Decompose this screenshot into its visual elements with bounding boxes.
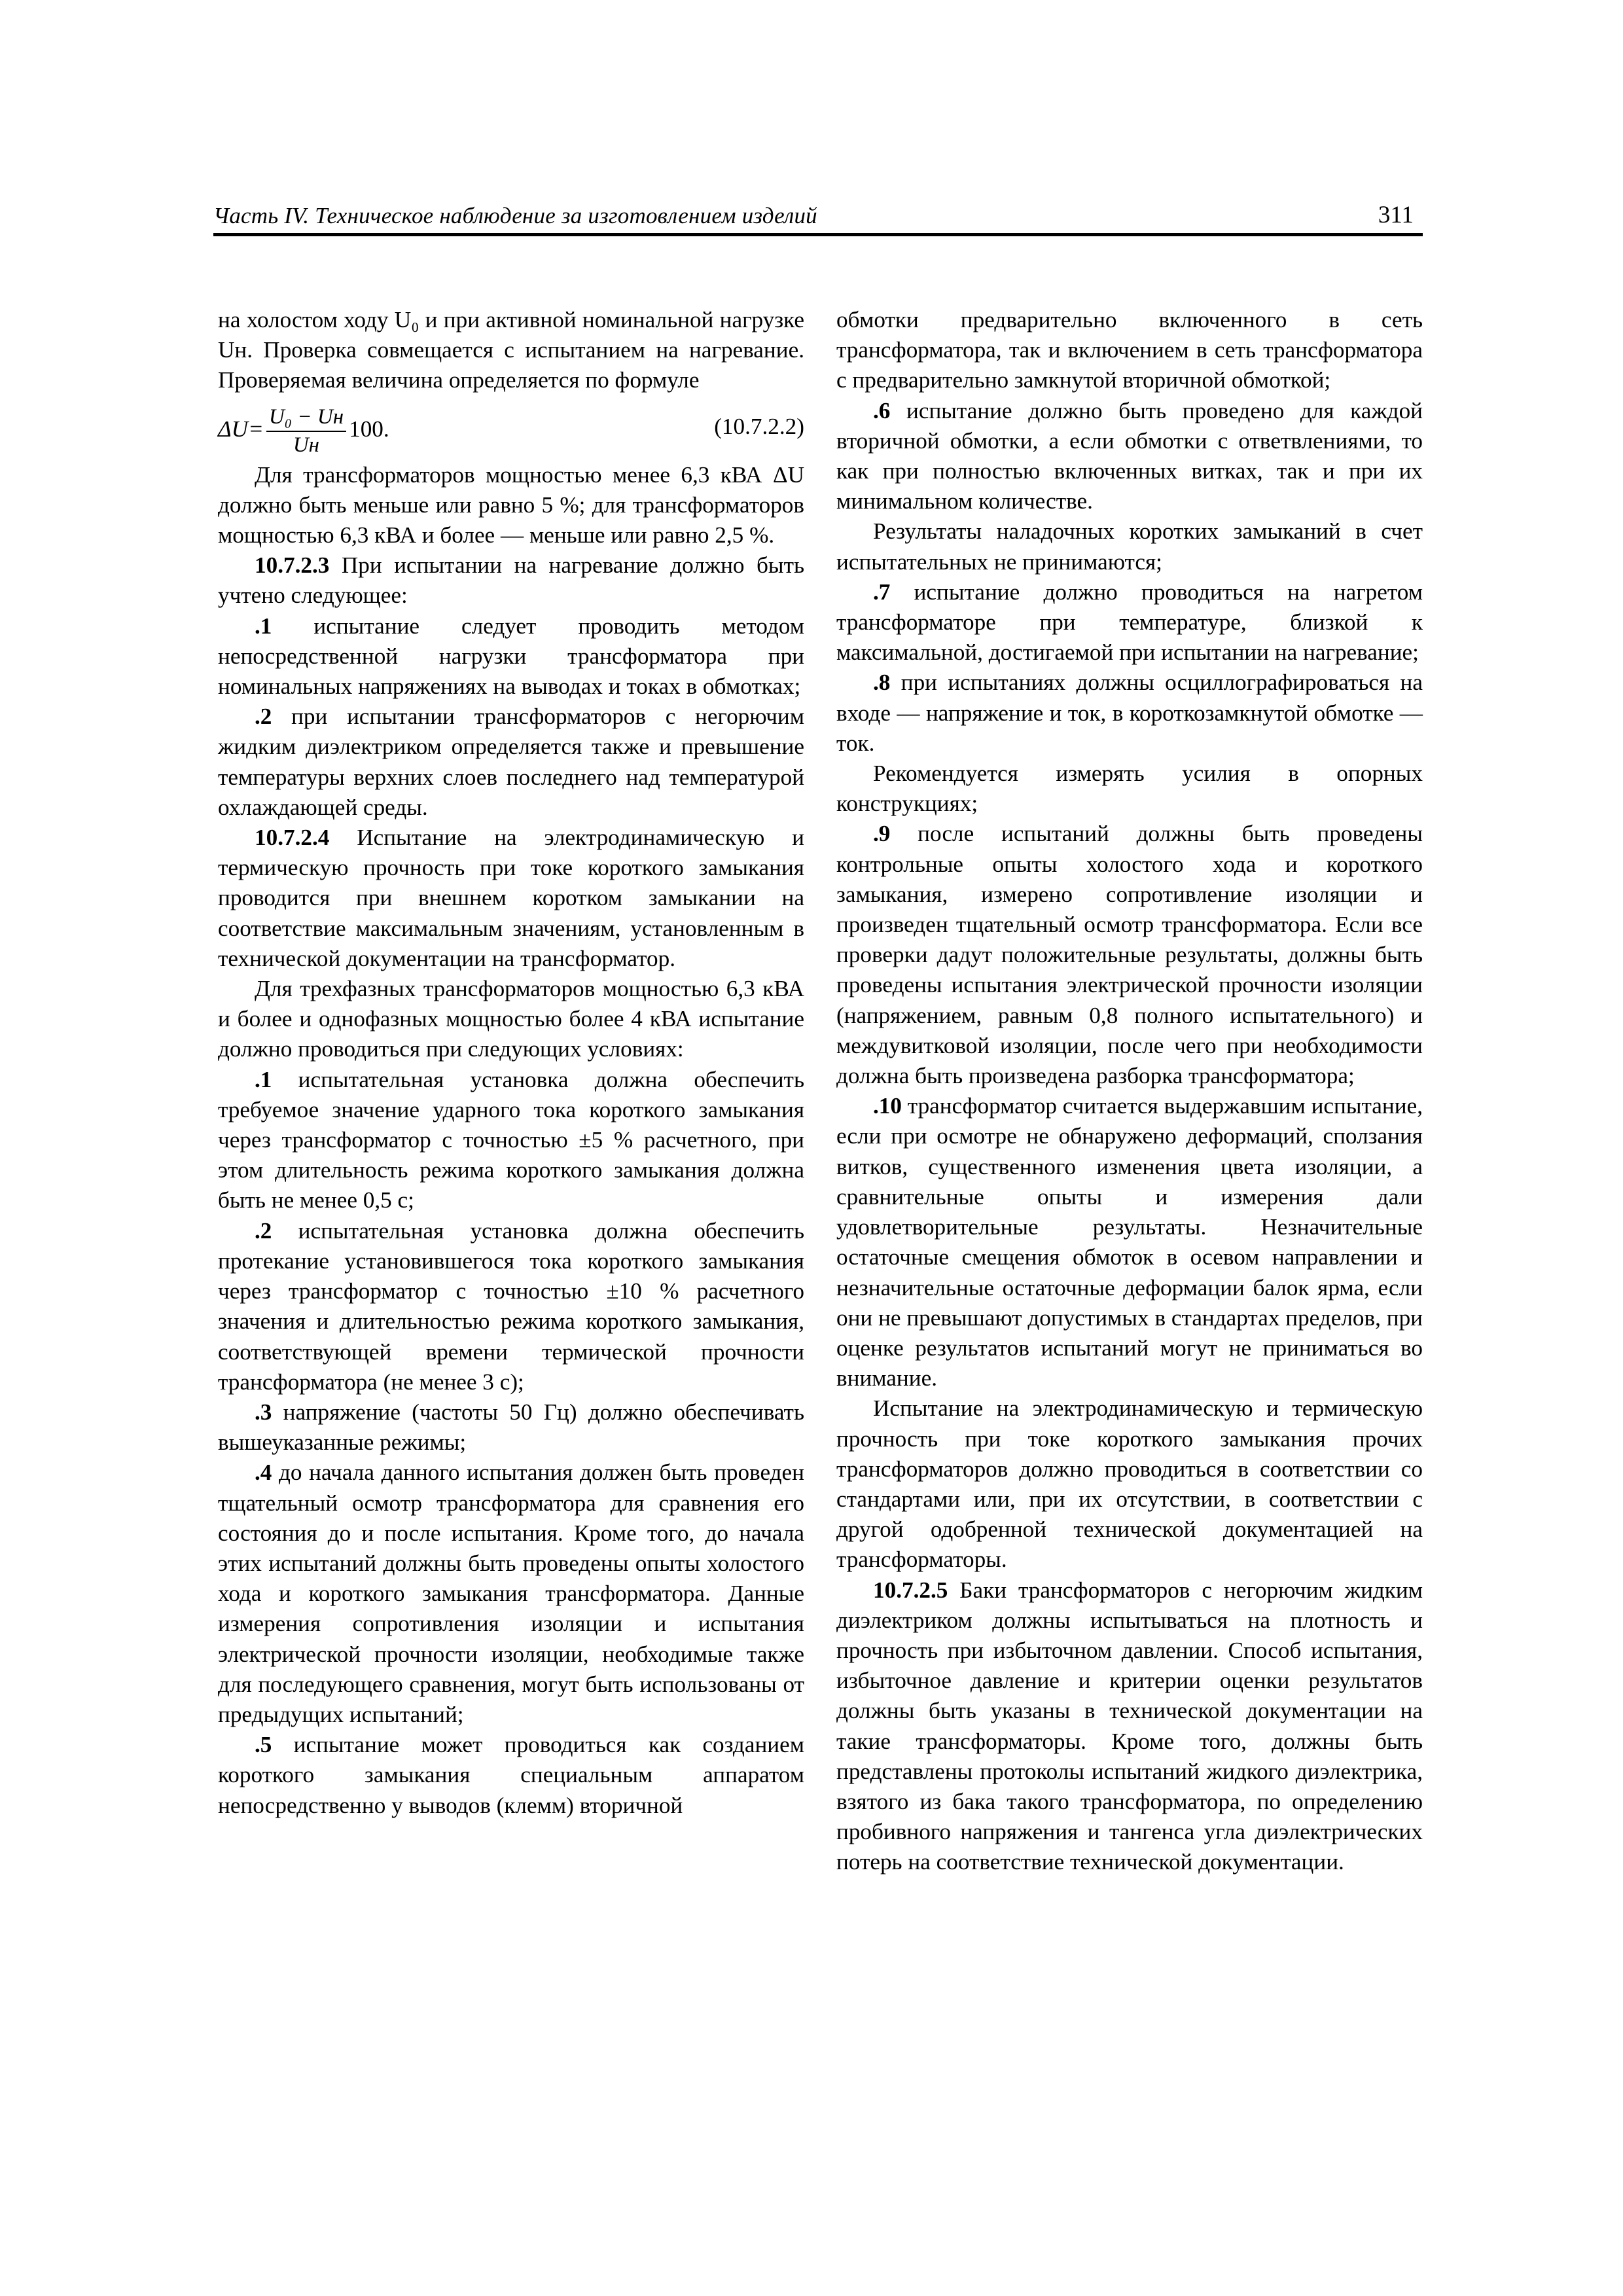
item-number: .2 (255, 704, 272, 730)
item-number: .8 (873, 670, 891, 696)
item-text: испытание должно проводиться на нагретом трансформаторе при температуре, близкой к максимальной, достигаемой при испытании на нагревание; (836, 579, 1423, 666)
item-number: .1 (255, 1066, 272, 1092)
paragraph: на холостом ходу U₀ и при активной номинальной нагрузке Uн. Проверка совмещается с испытанием на нагревание. Проверяемая величина определяется по формуле (218, 307, 804, 393)
formula-denominator: Uн (293, 433, 320, 457)
paragraph: Для трансформаторов мощностью менее 6,3 кВА ΔU должно быть меньше или равно 5 %; для трансформаторов мощностью 6,3 кВА и более — меньше или равно 2,5 %. (218, 461, 804, 548)
paragraph: обмотки предварительно включенного в сеть трансформатора, так и включением в сеть трансформатора с предварительно замкнутой вторичной обмоткой; (836, 307, 1423, 393)
list-item (218, 1397, 804, 1458)
list-item (218, 1065, 804, 1216)
item-text: до начала данного испытания должен быть проведен тщательный осмотр трансформатора для сравнения его состояния до и после испытания. Кроме того, до начала этих испытаний должны быть проведены опыты холостого хода и короткого замыкания трансформатора. Данные измерения сопротивления изоляции и испытания электрической прочности изоляции, необходимые также для последующего сравнения, могут быть использованы от предыдущих испытаний; (218, 1460, 804, 1727)
list-item (836, 577, 1423, 668)
clause-number: 10.7.2.3 (255, 552, 330, 579)
page-number: 311 (1378, 202, 1414, 228)
paragraph: Рекомендуется измерять усилия в опорных конструкциях; (836, 761, 1423, 817)
item-text: напряжение (частоты 50 Гц) должно обеспечивать вышеуказанные режимы; (218, 1399, 804, 1456)
formula-number: (10.7.2.2) (714, 413, 804, 439)
item-text: трансформатор считается выдержавшим испытание, если при осмотре не обнаружено деформаций, сползания витков, существенного изменения цвета изоляции, а сравнительные опыты и измерения дали удовлетворительные результаты. Незначительные остаточные смещения обмоток в осевом направлении и незначительные остаточные деформации балок ярма, если они не превышают допустимых в стандартах пределов, при оценке результатов испытаний могут не приниматься во внимание. (836, 1093, 1423, 1391)
item-text: испытание следует проводить методом непосредственной нагрузки трансформатора при номинальных напряжениях на выводах и токах в обмотках; (218, 613, 804, 700)
right-column (836, 305, 1423, 1878)
item-number: .9 (873, 821, 891, 847)
item-text: испытание может проводиться как созданием короткого замыкания специальным аппаратом непосредственно у выводов (клемм) вторичной (218, 1732, 804, 1818)
item-number: .2 (255, 1217, 272, 1244)
paragraph: Результаты наладочных коротких замыканий в счет испытательных не принимаются; (836, 518, 1423, 575)
clause-10-7-2-4 (218, 823, 804, 974)
formula-numerator: U₀ − Uн (266, 406, 346, 432)
list-item (218, 1730, 804, 1821)
formula-10-7-2-2 (218, 397, 804, 455)
item-number: .10 (873, 1093, 902, 1119)
item-text: при испытаниях должны осциллографироваться на входе — напряжение и ток, в короткозамкнутой обмотке — ток. (836, 670, 1423, 756)
item-number: .5 (255, 1732, 272, 1758)
list-item (218, 1216, 804, 1397)
paragraph: Для трехфазных трансформаторов мощностью 6,3 кВА и более и однофазных мощностью более 4 кВА испытание должно проводиться при следующих условиях: (218, 976, 804, 1062)
item-text: после испытаний должны быть проведены контрольные опыты холостого хода и короткого замыкания, измерено сопротивление изоляции и произведен тщательный осмотр трансформатора. Если все проверки дадут положительные результаты, должны быть проведены испытания электрической прочности изоляции (напряжением, равным 0,8 полного испытательного) и междувитковой изоляции, после чего при необходимости должна быть произведена разборка трансформатора; (836, 821, 1423, 1089)
clause-number: 10.7.2.4 (255, 825, 330, 851)
list-item (836, 819, 1423, 1091)
left-column (218, 305, 804, 1821)
formula-factor: 100. (349, 416, 389, 442)
item-number: .4 (255, 1460, 272, 1486)
clause-10-7-2-5 (836, 1575, 1423, 1878)
item-number: .6 (873, 397, 891, 423)
list-item (218, 702, 804, 823)
list-item (836, 668, 1423, 759)
clause-text: Баки трансформаторов с негорючим жидким диэлектриком должны испытываться на плотность и прочность при избыточном давлении. Способ испытания, избыточное давление и критерии оценки результатов должны быть указаны в технической документации на такие трансформаторы. Кроме того, должны быть представлены протоколы испытаний жидкого диэлектрика, взятого из бака такого трансформатора, по определению пробивного напряжения и тангенса угла диэлектрических потерь на соответствие технической документации. (836, 1577, 1423, 1875)
item-text: при испытании трансформаторов с негорючим жидким диэлектриком определяется также и превышение температуры верхних слоев последнего над температурой охлаждающей среды. (218, 704, 804, 820)
list-item (836, 396, 1423, 517)
clause-text: При испытании на нагревание должно быть учтено следующее: (218, 552, 804, 609)
header-title: Часть IV. Техническое наблюдение за изготовлением изделий (213, 203, 817, 228)
item-text: испытательная установка должна обеспечить протекание установившегося тока короткого замыкания через трансформатор с точностью ±10 % расчетного значения и длительностью режима короткого замыкания, соответствующей времени термической прочности трансформатора (не менее 3 с); (218, 1217, 804, 1395)
item-text: испытательная установка должна обеспечить требуемое значение ударного тока короткого замыкания через трансформатор с точностью ±5 % расчетного, при этом длительность режима короткого замыкания должна быть не менее 0,5 с; (218, 1066, 804, 1213)
item-text: испытание должно быть проведено для каждой вторичной обмотки, а если обмотки с ответвлениями, то как при полностью включенных витках, так и при их минимальном количестве. (836, 397, 1423, 514)
item-number: .3 (255, 1399, 272, 1425)
item-number: .1 (255, 613, 272, 639)
list-item (836, 1091, 1423, 1393)
item-number: .7 (873, 579, 891, 605)
list-item (218, 1458, 804, 1730)
formula-fraction (266, 406, 346, 456)
clause-text: Испытание на электродинамическую и термическую прочность при токе короткого замыкания проводится при внешнем коротком замыкании на соответствие максимальным значениям, установленным в технической документации на трансформатор. (218, 825, 804, 971)
formula-expression (218, 406, 389, 456)
paragraph: Испытание на электродинамическую и термическую прочность при токе короткого замыкания прочих трансформаторов должно проводиться в соответствии со стандартами или, при их отсутствии, в соответствии с другой одобренной технической документацией на трансформаторы. (836, 1395, 1423, 1573)
clause-10-7-2-3 (218, 550, 804, 611)
list-item (218, 611, 804, 702)
running-header (213, 196, 1423, 236)
clause-number: 10.7.2.5 (873, 1577, 948, 1603)
formula-lhs: ΔU= (218, 416, 264, 442)
